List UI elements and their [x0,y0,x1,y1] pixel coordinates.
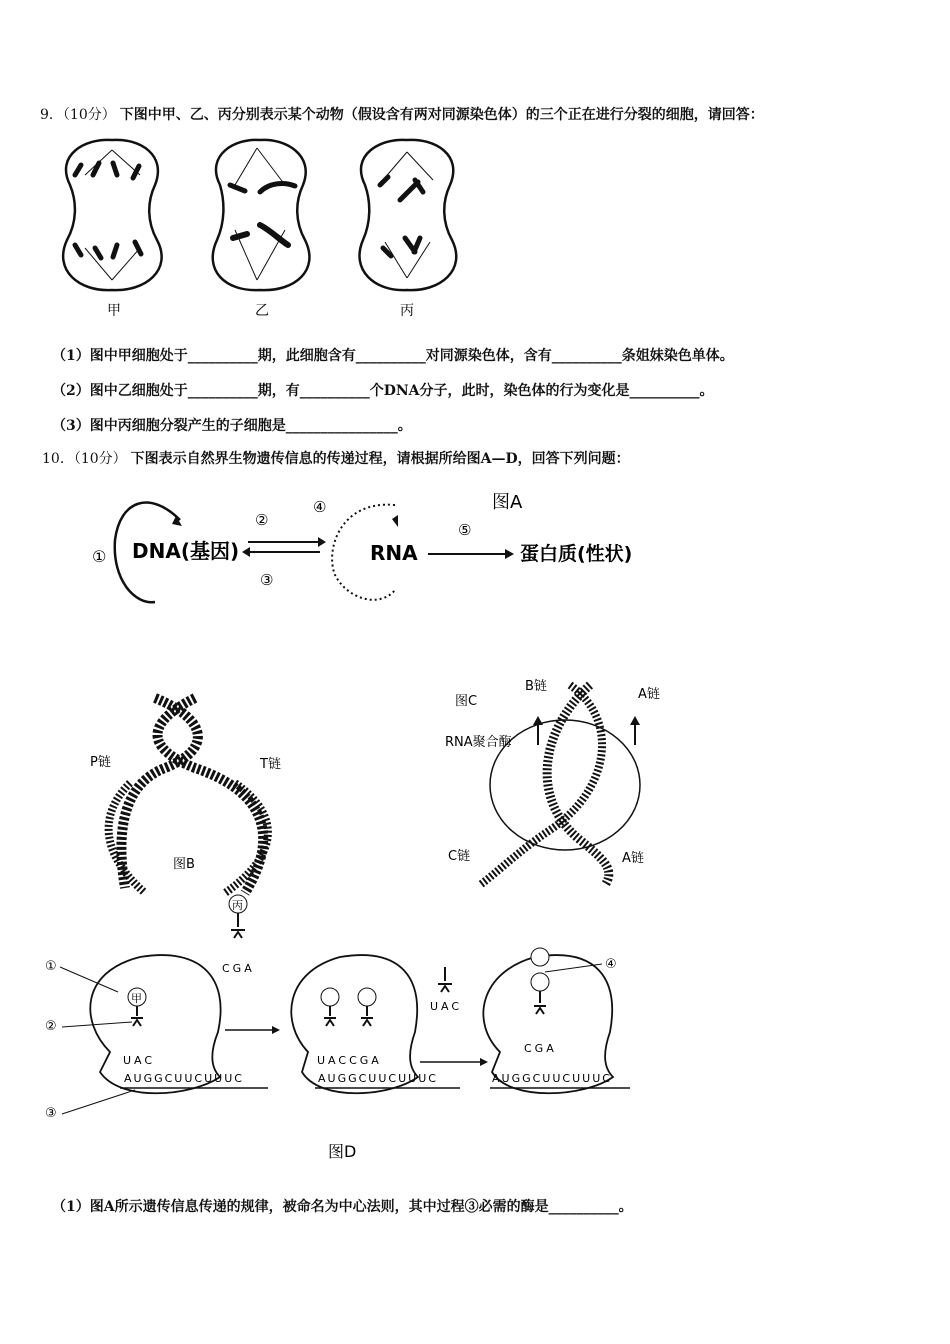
q10-score: （10分） [73,451,127,467]
q9-sub1: （1）图中甲细胞处于__________期，此细胞含有__________对同源染色体，含有__________条姐妹染色单体。 [52,348,734,364]
cell-label-yi: 乙 [255,303,269,319]
q10-stem-text: 下图表示自然界生物遗传信息的传递过程，请根据所给图A—D，回答下列问题： [130,451,630,467]
figA-n5: ⑤ [458,521,472,539]
q9-stem-text: 下图中甲、乙、丙分别表示某个动物（假设含有两对同源染色体）的三个正在进行分裂的细胞，请回答： [119,107,764,123]
figD-trna-cga: CGA [222,962,255,975]
figA-protein: 蛋白质(性状) [520,543,633,565]
figure-b [85,688,305,908]
figure-c [440,670,680,900]
figA-n1: ① [92,547,107,566]
figD-amino2: 丙 [232,899,243,912]
figD-anticodon2: UACCGA [317,1054,382,1067]
figD-callout4: ④ [605,957,617,972]
cell-label-bing: 丙 [400,303,414,319]
cell-label-jia: 甲 [107,303,121,319]
q9-cell-figure [45,130,485,330]
figB-p: P链 [90,755,111,770]
figD-anticodon1: UAC [123,1054,156,1067]
figC-a-bottom: A链 [622,851,644,866]
figA-n2: ② [255,511,269,529]
figD-anticodon3: CGA [524,1042,557,1055]
figC-a-top: A链 [638,687,660,702]
cell-jia [63,140,162,290]
q10-sub1: （1）图A所示遗传信息传递的规律，被命名为中心法则，其中过程③必需的酶是__________。 [52,1199,633,1215]
figD-callout2: ② [45,1019,57,1034]
figC-c: C链 [448,849,471,864]
q9-sub3: （3）图中丙细胞分裂产生的子细胞是________________。 [52,418,412,434]
cell-yi [213,140,310,290]
figB-t: T链 [260,757,281,772]
q9-stem [40,104,764,124]
figA-n3: ③ [260,571,274,589]
q9-number: 9． [40,107,63,123]
figA-title: 图A [492,492,523,513]
q10-stem [42,448,630,468]
figD-callout1: ① [45,959,57,974]
q9-sub2: （2）图中乙细胞处于__________期，有__________个DNA分子，此时，染色体的行为变化是__________。 [52,383,714,399]
figA-n4: ④ [313,498,327,516]
q10-number: 10． [42,451,74,467]
figD-mrna3: AUGGCUUCUUUC [492,1072,612,1085]
figC-rnap: RNA聚合酶 [445,735,512,750]
figA-dna: DNA(基因) [132,539,240,563]
figA-rna: RNA [370,541,418,565]
figB-title: 图B [173,857,195,872]
figD-mrna1: AUGGCUUCUUUC [124,1072,244,1085]
q9-score: （10分） [62,107,116,123]
figD-amino1: 甲 [131,992,142,1005]
figD-callout3: ③ [45,1106,57,1121]
figD-mrna2: AUGGCUUCUUUC [318,1072,438,1085]
figure-d [40,892,660,1167]
figC-b: B链 [525,679,547,694]
figD-trna-uac: UAC [430,1000,463,1013]
cell-bing [359,140,456,290]
figure-a [80,480,680,620]
figC-title: 图C [455,694,478,709]
figD-title: 图D [328,1142,357,1161]
